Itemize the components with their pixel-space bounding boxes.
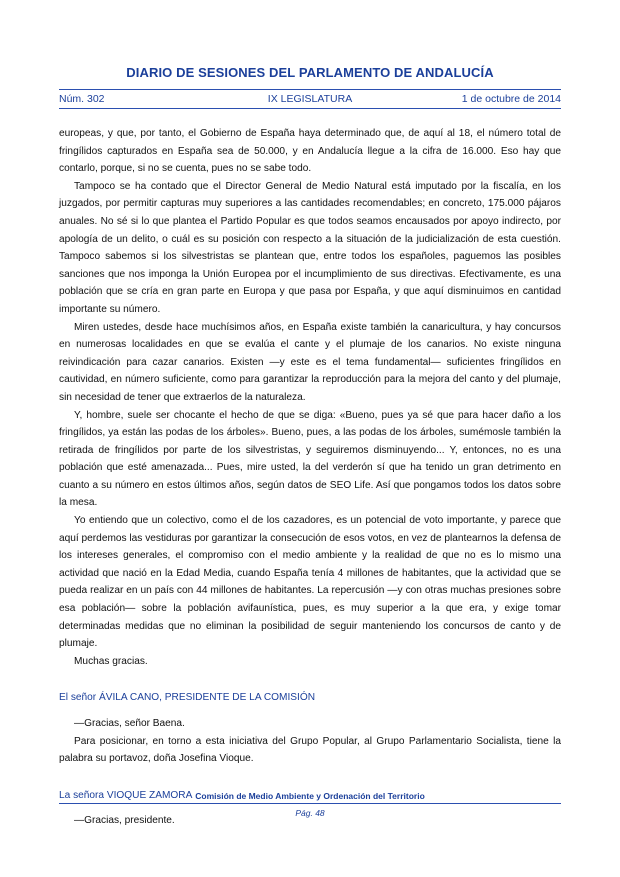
paragraph: Muchas gracias. [74,655,148,667]
paragraph: europeas, y que, por tanto, el Gobierno de España haya determinado que, de aquí al 18, el número total de fringílidos capturados en España sea de 50.000, y en Andalucía llegue a la cifra de 16.000. Eso hay que contarlo, porque, si no se cuenta, pues no se sabe todo. [59,128,561,175]
paragraph: Yo entiendo que un colectivo, como el de los cazadores, es un potencial de voto importante, y parece que aquí perdemos las vestiduras por garantizar la consecución de esos votos, en vez de plantearnos la defensa de los intereses generales, el compromiso con el medio ambiente y la realidad de que no es lo mismo una actividad que nació en la Edad Media, cuando España tenía 4 millones de habitantes, que la actividad que se pueda realizar en un país con 44 millones de habitantes. La repercusión —y con otras muchas presiones sobre esa población— sobre la población avifaunística, pues, es muy superior a la que era, y exige tomar determinadas medidas que no eliminan la posibilidad de seguir manteniendo los concursos de canto y de plumaje. [59,515,561,650]
paragraph: Miren ustedes, desde hace muchísimos años, en España existe también la canaricultura, y hay concursos en numerosas localidades en que se evalúa el cante y el plumaje de los canarios. No existe ninguna reivindicación para cazar canarios. Existen —y este es el tema fundamental— suficientes fringílidos en cautividad, en número suficiente, como para garantizar la reproducción para la mejora del canto y del plumaje, sin necesidad de tener que extraerlos de la naturaleza. [59,321,561,403]
speaker-heading: El señor ÁVILA CANO, PRESIDENTE DE LA COMISIÓN [59,692,316,704]
document-body [59,125,561,830]
paragraph: —Gracias, presidente. [74,815,175,827]
paragraph: Y, hombre, suele ser chocante el hecho de que se diga: «Bueno, pues ya sé que para hacer daño a los fringílidos, ya están las podas de los árboles». Bueno, pues, a las podas de los árboles, sumémosle también la retirada de fringílidos por parte de los silvestristas, y seguiremos disminuyendo... Y, entonces, no es una población que esté amenazada... Pues, mire usted, la del verderón sí que ha tenido un gran detrimento en cuanto a su número en estos últimos años, según datos de SEO Life. Así que pongamos todos los datos sobre la mesa. [59,409,561,509]
paragraph: —Gracias, señor Baena. [74,718,185,729]
header-rule [59,89,561,90]
paragraph: Tampoco se ha contado que el Director General de Medio Natural está imputado por la fiscalía, en los juzgados, por permitir capturas muy superiores a las cantidades recomendables; en concreto, 175.000 pájaros anuales. No sé si lo que plantea el Partido Popular es que todos seamos encausados por apoyo indirecto, por apología de un delito, o cuál es su posición con respecto a la situación de la judicialización de esta cuestión. Tampoco sabemos si los silvestristas se plantean que, entre todos los españoles, paguemos las posibles sanciones que nos imponga la Unión Europea por el incumplimiento de sus directivas. Efectivamente, es una población que se cría en gran parte en Europa y que pasa por España, y que aquí disminuimos en cantidad importante su número. [59,180,561,315]
session-date: 1 de octubre de 2014 [461,93,561,105]
header-meta [59,93,561,109]
publication-title: DIARIO DE SESIONES DEL PARLAMENTO DE ANDALUCÍA [126,65,494,80]
footer-rule [59,803,561,804]
paragraph: Para posicionar, en torno a esta iniciativa del Grupo Popular, al Grupo Parlamentario Socialista, tiene la palabra su portavoz, doña Josefina Vioque. [59,735,561,765]
speaker-heading: La señora VIOQUE ZAMORA [59,789,193,801]
issue-number: Núm. 302 [59,93,105,105]
legislature-label: IX LEGISLATURA [267,93,353,105]
page-number: Pág. 48 [295,808,325,818]
meta-rule [59,108,561,109]
footer-commission: Comisión de Medio Ambiente y Ordenación del Territorio [195,791,425,801]
